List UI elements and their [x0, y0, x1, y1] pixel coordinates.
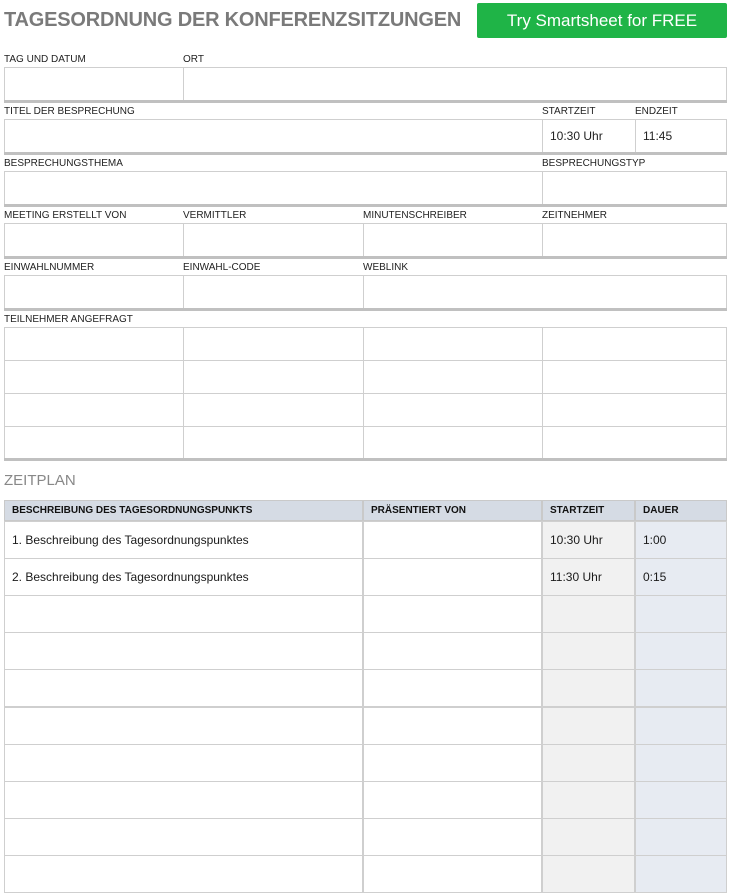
minute-taker-field[interactable]: [363, 223, 543, 257]
dial-in-field[interactable]: [4, 275, 184, 309]
date-field[interactable]: [4, 67, 184, 101]
attendee-cell[interactable]: [183, 426, 364, 460]
presenter-cell[interactable]: [363, 855, 542, 893]
divider: [4, 100, 727, 103]
start-time-cell[interactable]: [542, 781, 635, 819]
divider: [4, 152, 727, 155]
attendee-cell[interactable]: [183, 360, 364, 394]
duration-cell[interactable]: [635, 744, 727, 782]
dial-in-label: EINWAHLNUMMER: [4, 262, 95, 273]
start-time-field[interactable]: [542, 119, 636, 153]
date-label: TAG UND DATUM: [4, 54, 86, 65]
description-cell[interactable]: [4, 707, 363, 745]
dial-code-field[interactable]: [183, 275, 364, 309]
presenter-cell[interactable]: [363, 707, 542, 745]
created-by-field[interactable]: [4, 223, 184, 257]
attendee-cell[interactable]: [4, 393, 184, 427]
divider: [4, 256, 727, 259]
attendee-cell[interactable]: [363, 360, 543, 394]
topic-label: BESPRECHUNGSTHEMA: [4, 158, 123, 169]
presenter-cell[interactable]: [363, 744, 542, 782]
created-by-label: MEETING ERSTELLT VON: [4, 210, 127, 221]
attendee-cell[interactable]: [542, 360, 727, 394]
attendee-cell[interactable]: [542, 327, 727, 361]
attendee-cell[interactable]: [363, 426, 543, 460]
start-time-cell[interactable]: 10:30 Uhr: [542, 521, 635, 559]
description-cell[interactable]: [4, 818, 363, 856]
attendee-cell[interactable]: [4, 327, 184, 361]
duration-cell[interactable]: [635, 669, 727, 707]
attendee-cell[interactable]: [183, 393, 364, 427]
attendee-cell[interactable]: [363, 327, 543, 361]
facilitator-field[interactable]: [183, 223, 364, 257]
column-header-duration: DAUER: [635, 500, 727, 521]
facilitator-label: VERMITTLER: [183, 210, 247, 221]
presenter-cell[interactable]: [363, 818, 542, 856]
duration-cell[interactable]: [635, 855, 727, 893]
attendee-cell[interactable]: [542, 426, 727, 460]
description-cell[interactable]: [4, 855, 363, 893]
column-header-start: STARTZEIT: [542, 500, 635, 521]
weblink-field[interactable]: [363, 275, 727, 309]
duration-cell[interactable]: [635, 818, 727, 856]
divider: [4, 308, 727, 311]
attendee-cell[interactable]: [4, 360, 184, 394]
description-cell[interactable]: [4, 669, 363, 707]
start-time-value: 10:30 Uhr: [550, 129, 603, 143]
start-time-cell[interactable]: [542, 669, 635, 707]
description-cell[interactable]: [4, 744, 363, 782]
column-header-description: BESCHREIBUNG DES TAGESORDNUNGSPUNKTS: [4, 500, 363, 521]
attendee-cell[interactable]: [183, 327, 364, 361]
meeting-type-label: BESPRECHUNGSTYP: [542, 158, 646, 169]
description-cell[interactable]: [4, 781, 363, 819]
attendees-label: TEILNEHMER ANGEFRAGT: [4, 314, 133, 325]
start-time-cell[interactable]: [542, 707, 635, 745]
attendee-cell[interactable]: [542, 393, 727, 427]
duration-cell[interactable]: [635, 595, 727, 633]
try-smartsheet-button[interactable]: Try Smartsheet for FREE: [477, 3, 727, 38]
start-time-label: STARTZEIT: [542, 106, 596, 117]
end-time-value: 11:45: [643, 129, 673, 143]
description-cell[interactable]: [4, 595, 363, 633]
divider: [4, 204, 727, 207]
weblink-label: WEBLINK: [363, 262, 409, 273]
presenter-cell[interactable]: [363, 669, 542, 707]
page-title: TAGESORDNUNG DER KONFERENZSITZUNGEN: [4, 9, 462, 31]
end-time-label: ENDZEIT: [635, 106, 678, 117]
description-cell[interactable]: 1. Beschreibung des Tagesordnungspunktes: [4, 521, 363, 559]
topic-field[interactable]: [4, 171, 543, 205]
location-label: ORT: [183, 54, 204, 65]
start-time-cell[interactable]: [542, 632, 635, 670]
presenter-cell[interactable]: [363, 632, 542, 670]
presenter-cell[interactable]: [363, 558, 542, 596]
location-field[interactable]: [183, 67, 727, 101]
meeting-type-field[interactable]: [542, 171, 727, 205]
meeting-title-label: TITEL DER BESPRECHUNG: [4, 106, 135, 117]
presenter-cell[interactable]: [363, 521, 542, 559]
presenter-cell[interactable]: [363, 781, 542, 819]
start-time-cell[interactable]: [542, 744, 635, 782]
divider: [4, 458, 727, 461]
schedule-section-title: ZEITPLAN: [4, 472, 76, 489]
attendee-cell[interactable]: [363, 393, 543, 427]
description-cell[interactable]: 2. Beschreibung des Tagesordnungspunktes: [4, 558, 363, 596]
duration-cell[interactable]: 0:15: [635, 558, 727, 596]
timekeeper-field[interactable]: [542, 223, 727, 257]
column-header-presenter: PRÄSENTIERT VON: [363, 500, 542, 521]
start-time-cell[interactable]: 11:30 Uhr: [542, 558, 635, 596]
duration-cell[interactable]: [635, 707, 727, 745]
duration-cell[interactable]: [635, 781, 727, 819]
end-time-field[interactable]: [635, 119, 727, 153]
duration-cell[interactable]: [635, 632, 727, 670]
minute-taker-label: MINUTENSCHREIBER: [363, 210, 467, 221]
presenter-cell[interactable]: [363, 595, 542, 633]
attendee-cell[interactable]: [4, 426, 184, 460]
meeting-title-field[interactable]: [4, 119, 543, 153]
start-time-cell[interactable]: [542, 855, 635, 893]
start-time-cell[interactable]: [542, 595, 635, 633]
description-cell[interactable]: [4, 632, 363, 670]
start-time-cell[interactable]: [542, 818, 635, 856]
timekeeper-label: ZEITNEHMER: [542, 210, 607, 221]
duration-cell[interactable]: 1:00: [635, 521, 727, 559]
dial-code-label: EINWAHL-CODE: [183, 262, 261, 273]
